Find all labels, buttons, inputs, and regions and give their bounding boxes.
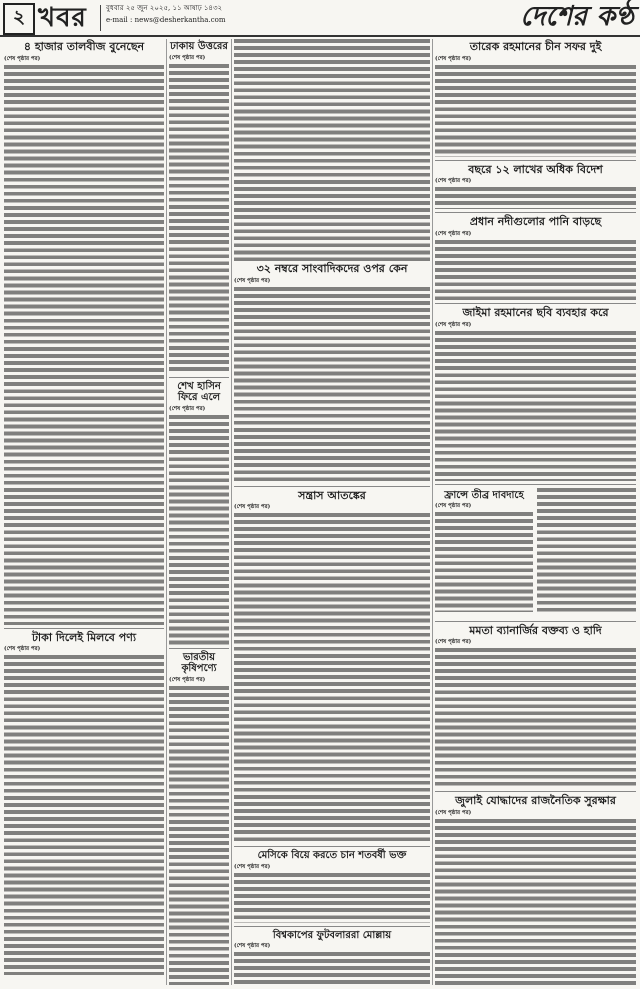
headline-france: ফ্রান্সে তীব্র দাবদাহে [444, 489, 524, 501]
france-article [435, 488, 533, 613]
headline-mexico: মেসিকে বিয়ে করতে চান শতবর্ষী ভক্ত [257, 850, 407, 862]
rule [435, 303, 636, 304]
rule [435, 621, 636, 622]
continuation-label: (শেষ পৃষ্ঠার পর) [435, 639, 472, 646]
article-body [234, 513, 430, 843]
rule [169, 648, 229, 649]
rule [435, 791, 636, 792]
column-4 [435, 39, 636, 985]
continuation-label: (শেষ পৃষ্ঠার পর) [4, 55, 41, 62]
column-2 [169, 39, 229, 985]
continuation-label: (শেষ পৃষ্ঠার পর) [435, 809, 472, 816]
article-body [4, 655, 164, 975]
column-divider [432, 39, 433, 985]
headline-dhakay-uttoron: ঢাকায় উত্তরের [170, 41, 228, 52]
headline-taka-dilei: টাকা দিলেই মিলবে পণ্য [31, 630, 137, 644]
newspaper-logo: দেশের কণ্ঠ [520, 1, 634, 32]
headline-sabad-32: ৩২ নম্বরে সাংবাদিকদের ওপর কেন [256, 262, 408, 275]
headline-july: জুলাই যোদ্ধাদের রাজনৈতিক সুরক্ষার [455, 794, 616, 808]
continuation-label: (শেষ পৃষ্ঠার পর) [234, 277, 271, 284]
article-body [435, 512, 533, 612]
continuation-label: (শেষ পৃষ্ঠার পর) [234, 863, 271, 870]
continuation-label: (শেষ পৃষ্ঠার পর) [435, 230, 472, 237]
column-1 [4, 39, 164, 985]
column-divider [166, 39, 167, 985]
rule [234, 846, 430, 847]
article-body [435, 240, 636, 300]
article-body [234, 287, 430, 483]
rule [435, 212, 636, 213]
article-body [234, 952, 430, 985]
headline-hajar-talbij: ৪ হাজার তালবীজ বুনেছেন [23, 40, 145, 53]
masthead-divider [100, 5, 101, 31]
article-body [234, 39, 430, 261]
article-body [4, 65, 164, 625]
continuation-label: (শেষ পৃষ্ঠার পর) [169, 676, 206, 683]
article-body [435, 648, 636, 788]
continuation-label: (শেষ পৃষ্ঠার পর) [435, 178, 472, 185]
column-3 [234, 39, 430, 985]
rule [4, 628, 164, 629]
rule [234, 926, 430, 927]
rule [435, 160, 636, 161]
dateline: বুধবার ২৫ জুন ২০২৫, ১১ আষাঢ় ১৪৩২ [106, 4, 223, 12]
article-body [435, 331, 636, 481]
split-block [435, 488, 636, 618]
continuation-label: (শেষ পৃষ্ঠার পর) [169, 405, 206, 412]
section-name: খবর [38, 3, 87, 33]
headline-bochor12: বছরে ১২ লাখের অধিক বিদেশ [468, 162, 603, 176]
continuation-label: (শেষ পৃষ্ঠার পর) [435, 503, 472, 510]
article-body [169, 415, 229, 645]
side-article [537, 488, 636, 614]
masthead-rule [0, 35, 640, 37]
headline-zaima: জাইমা রহমানের ছবি ব্যবহার করে [462, 305, 609, 319]
page-number: ২ [3, 3, 35, 35]
headline-sheikh-hasina: শেখ হাসিন ফিরে এলে [177, 380, 221, 403]
rule [169, 377, 229, 378]
article-body [435, 819, 636, 985]
rule [435, 484, 636, 485]
article-body [537, 488, 636, 614]
headline-pradhan: প্রধান নদীগুলোর পানি বাড়ছে [469, 215, 602, 229]
article-body [435, 65, 636, 157]
continuation-label: (শেষ পৃষ্ঠার পর) [435, 55, 472, 62]
continuation-label: (শেষ পৃষ্ঠার পর) [169, 54, 206, 61]
masthead [0, 0, 640, 36]
headline-tarek: তারেক রহমানের চীন সফর দুই [469, 40, 602, 53]
headline-bishwakap: বিশ্বকাপের ফুটবলাররা মোল্লায় [272, 929, 392, 941]
continuation-label: (শেষ পৃষ্ঠার পর) [4, 646, 41, 653]
headline-santrash: সন্ত্রাস আতঙ্কের [298, 488, 366, 502]
article-body [169, 686, 229, 986]
rule [234, 486, 430, 487]
article-body [234, 873, 430, 923]
continuation-label: (শেষ পৃষ্ঠার পর) [435, 321, 472, 328]
headline-mamata: মমতা ব্যানার্জির বক্তব্য ও হাদি [469, 623, 602, 637]
article-body [169, 64, 229, 374]
email-address: e-mail : news@desherkantha.com [106, 16, 226, 24]
article-body [435, 187, 636, 209]
column-divider [231, 39, 232, 985]
continuation-label: (শেষ পৃষ্ঠার পর) [234, 504, 271, 511]
continuation-label: (শেষ পৃষ্ঠার পর) [234, 943, 271, 950]
headline-bharotiyo: ভারতীয় কৃষিপণ্যে [181, 651, 217, 674]
